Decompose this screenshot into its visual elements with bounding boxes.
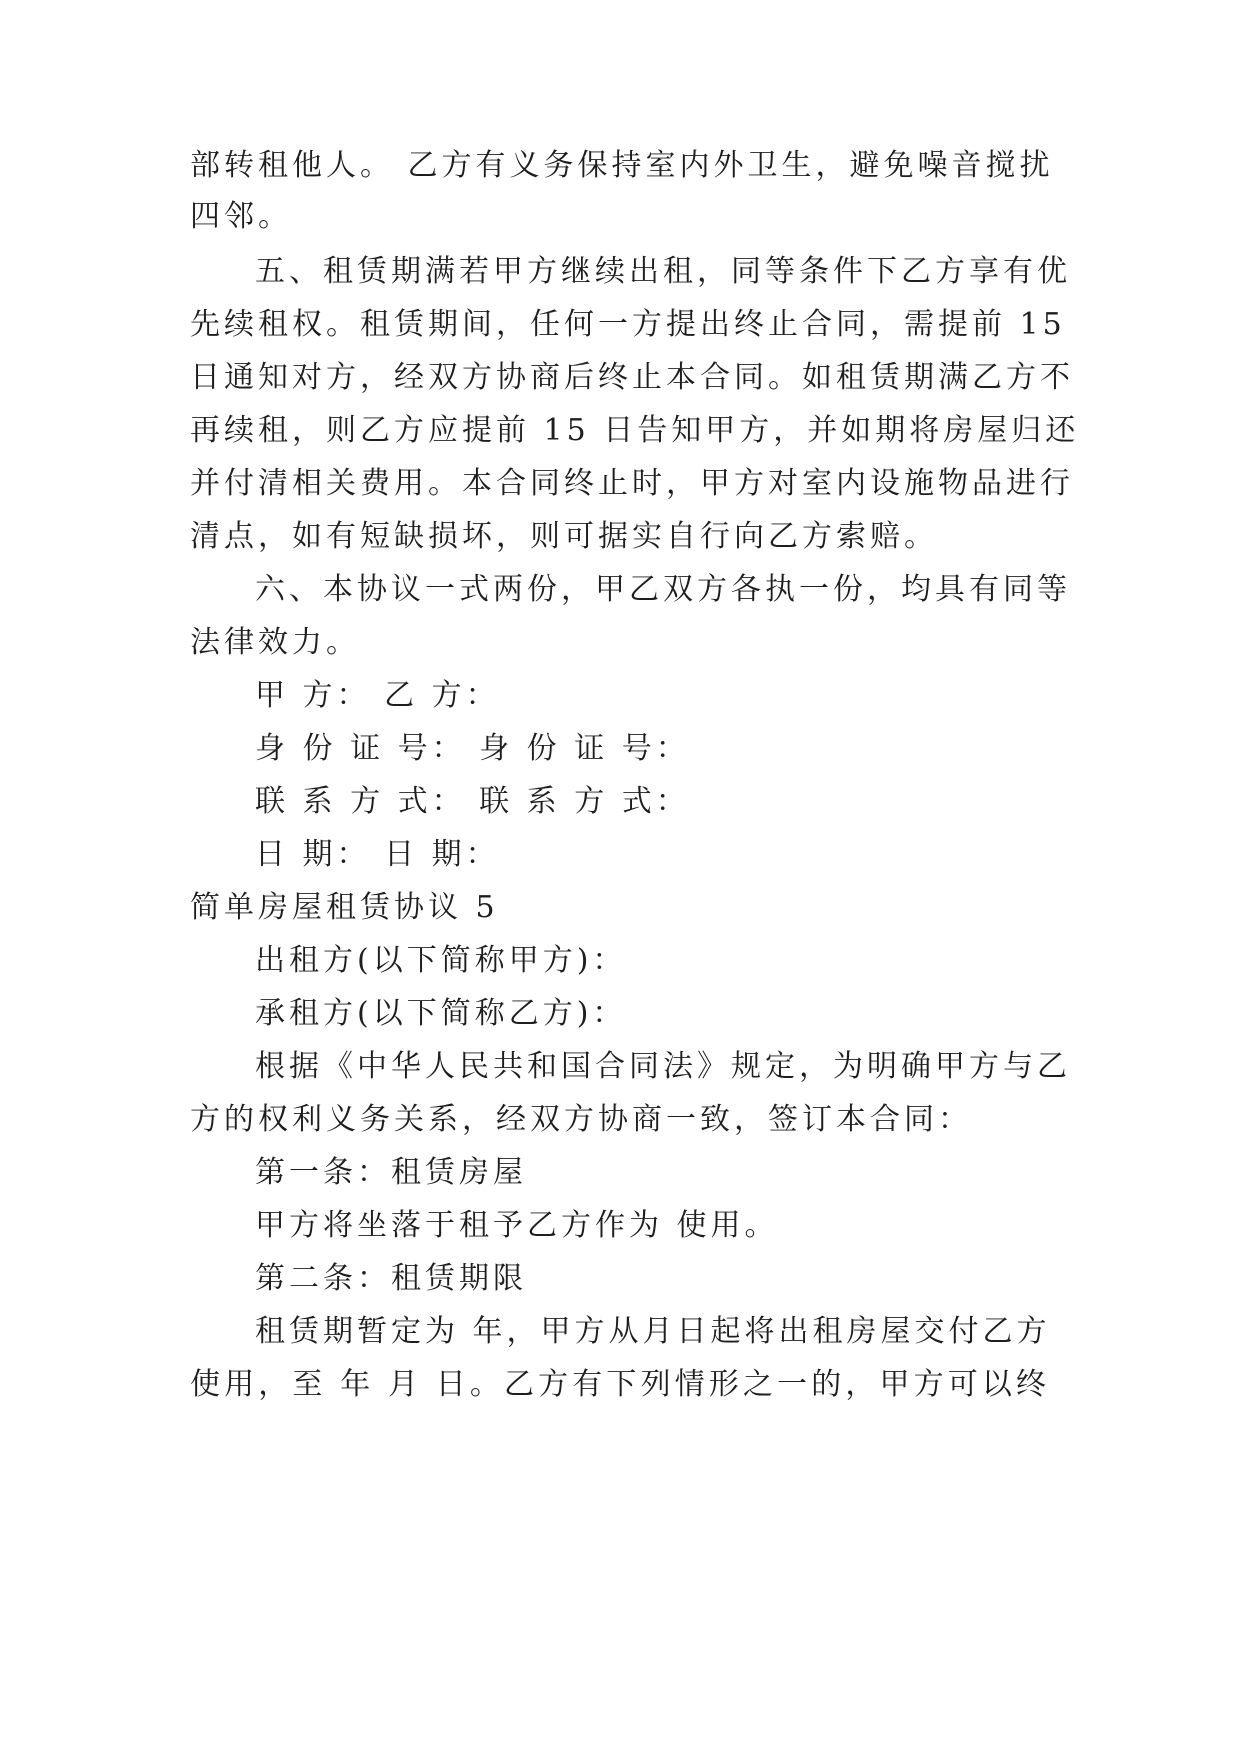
signature-date-line: 日 期： 日 期： xyxy=(255,837,500,872)
article-one-heading: 第一条：租赁房屋 xyxy=(255,1155,527,1190)
section-title: 简单房屋租赁协议 5 xyxy=(190,890,499,925)
paragraph-line: 清点，如有短缺损坏，则可据实自行向乙方索赔。 xyxy=(190,519,938,554)
signature-contact-line: 联 系 方 式： 联 系 方 式： xyxy=(255,784,690,819)
paragraph-line: 四邻。 xyxy=(190,199,292,234)
paragraph-line: 方的权利义务关系，经双方协商一致，签订本合同： xyxy=(190,1102,972,1137)
paragraph-line: 日通知对方，经双方协商后终止本合同。如租赁期满乙方不 xyxy=(190,360,1074,395)
clause-five-line: 五、租赁期满若甲方继续出租，同等条件下乙方享有优 xyxy=(255,254,1071,289)
paragraph-line: 租赁期暂定为 年，甲方从月日起将出租房屋交付乙方 xyxy=(255,1314,1051,1349)
paragraph-line: 再续租，则乙方应提前 15 日告知甲方，并如期将房屋归还 xyxy=(190,413,1080,448)
signature-id-line: 身 份 证 号： 身 份 证 号： xyxy=(255,731,690,766)
paragraph-line: 甲方将坐落于租予乙方作为 使用。 xyxy=(255,1208,779,1243)
clause-six-line: 六、本协议一式两份，甲乙双方各执一份，均具有同等 xyxy=(255,572,1071,607)
paragraph-line: 部转租他人。 乙方有义务保持室内外卫生，避免噪音搅扰 xyxy=(190,148,1054,183)
paragraph-line: 先续租权。租赁期间，任何一方提出终止合同，需提前 15 xyxy=(190,307,1066,342)
signature-party-line: 甲 方： 乙 方： xyxy=(255,678,500,713)
article-two-heading: 第二条：租赁期限 xyxy=(255,1261,527,1296)
paragraph-line: 并付清相关费用。本合同终止时，甲方对室内设施物品进行 xyxy=(190,466,1074,501)
paragraph-line: 使用，至 年 月 日。乙方有下列情形之一的，甲方可以终 xyxy=(190,1367,1050,1402)
lessee-line: 承租方(以下简称乙方)： xyxy=(255,996,627,1031)
preamble-line: 根据《中华人民共和国合同法》规定，为明确甲方与乙 xyxy=(255,1049,1071,1084)
lessor-line: 出租方(以下简称甲方)： xyxy=(255,943,627,978)
paragraph-line: 法律效力。 xyxy=(190,625,360,660)
